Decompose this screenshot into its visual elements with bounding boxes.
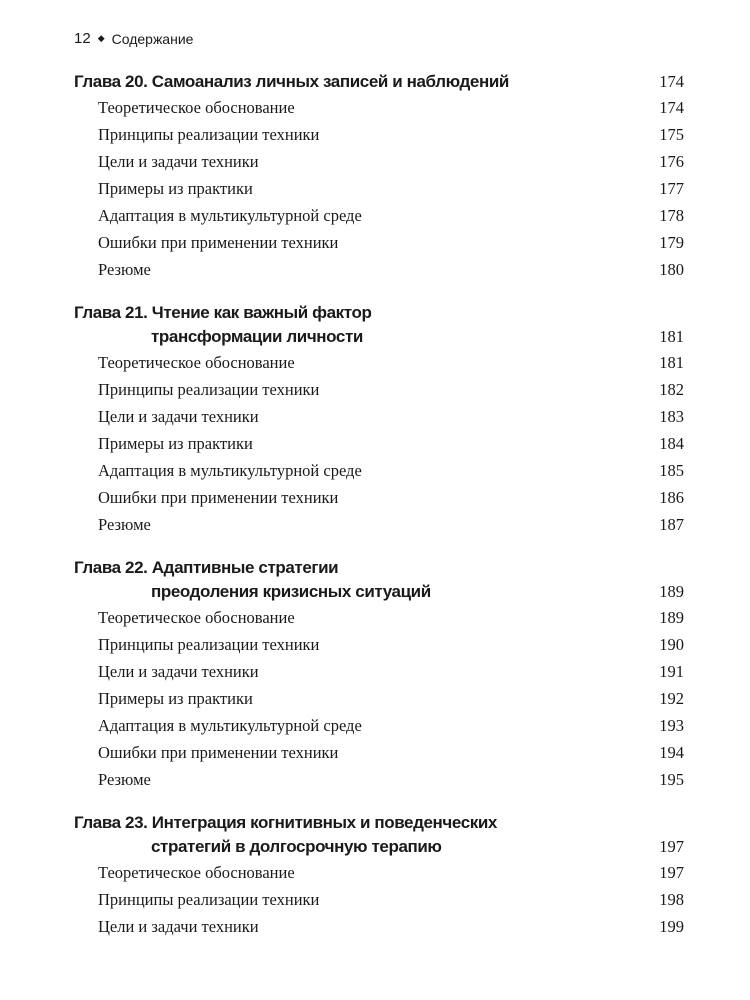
toc-section-entry: [74, 349, 684, 376]
chapter-title: преодоления кризисных ситуаций: [151, 582, 431, 601]
section-title: Цели и задачи техники: [98, 152, 259, 171]
chapter-title-line: [74, 70, 684, 94]
section-title: Цели и задачи техники: [98, 662, 259, 681]
section-page-number: 177: [659, 179, 684, 198]
toc-section-entry: [74, 685, 684, 712]
toc-section-entry: [74, 712, 684, 739]
chapter-title: Глава 23. Интеграция когнитивных и поведенческих: [74, 813, 497, 832]
toc-section-entry: [74, 430, 684, 457]
section-page-number: 182: [659, 380, 684, 399]
section-page-number: 183: [659, 407, 684, 426]
section-page-number: 198: [659, 890, 684, 909]
chapter-title-line: [74, 811, 684, 835]
section-title: Примеры из практики: [98, 179, 253, 198]
chapter-title: Глава 20. Самоанализ личных записей и наблюдений: [74, 72, 509, 91]
chapter-title-line: [74, 556, 684, 580]
toc-chapter: [74, 556, 684, 793]
section-title: Теоретическое обоснование: [98, 353, 295, 372]
section-page-number: 176: [659, 152, 684, 171]
toc-section-entry: [74, 886, 684, 913]
running-head: [74, 30, 193, 47]
toc-section-entry: [74, 604, 684, 631]
table-of-contents: [74, 70, 684, 940]
toc-section-entry: [74, 457, 684, 484]
toc-section-entry: [74, 256, 684, 283]
toc-section-entry: [74, 376, 684, 403]
section-title: Теоретическое обоснование: [98, 98, 295, 117]
section-page-number: 175: [659, 125, 684, 144]
chapter-page-number: 181: [659, 327, 684, 346]
chapter-title: Глава 22. Адаптивные стратегии: [74, 558, 339, 577]
chapter-title-line: [74, 835, 684, 859]
toc-chapter: [74, 70, 684, 283]
section-title: Ошибки при применении техники: [98, 743, 339, 762]
toc-section-entry: [74, 229, 684, 256]
toc-chapter: [74, 301, 684, 538]
toc-section-entry: [74, 739, 684, 766]
section-title: Резюме: [98, 770, 151, 789]
section-page-number: 186: [659, 488, 684, 507]
section-page-number: 179: [659, 233, 684, 252]
section-title: Цели и задачи техники: [98, 407, 259, 426]
page-number: 12: [74, 30, 91, 47]
toc-section-entry: [74, 913, 684, 940]
section-title: Принципы реализации техники: [98, 380, 320, 399]
section-title: Адаптация в мультикультурной среде: [98, 206, 362, 225]
section-title: Цели и задачи техники: [98, 917, 259, 936]
chapter-title: стратегий в долгосрочную терапию: [151, 837, 442, 856]
section-title: Теоретическое обоснование: [98, 608, 295, 627]
toc-section-entry: [74, 148, 684, 175]
section-title: Ошибки при применении техники: [98, 488, 339, 507]
diamond-separator-icon: ◆: [97, 33, 105, 43]
toc-section-entry: [74, 121, 684, 148]
section-title: Адаптация в мультикультурной среде: [98, 461, 362, 480]
chapter-page-number: 174: [659, 72, 684, 91]
toc-chapter: [74, 811, 684, 940]
section-page-number: 192: [659, 689, 684, 708]
section-title: Принципы реализации техники: [98, 890, 320, 909]
chapter-page-number: 197: [659, 837, 684, 856]
chapter-title: трансформации личности: [151, 327, 363, 346]
section-title: Теоретическое обоснование: [98, 863, 295, 882]
section-page-number: 194: [659, 743, 684, 762]
running-head-section: Содержание: [111, 30, 194, 47]
toc-section-entry: [74, 484, 684, 511]
chapter-title-line: [74, 325, 684, 349]
section-page-number: 190: [659, 635, 684, 654]
section-title: Принципы реализации техники: [98, 125, 320, 144]
chapter-title: Глава 21. Чтение как важный фактор: [74, 303, 372, 322]
toc-section-entry: [74, 202, 684, 229]
section-page-number: 184: [659, 434, 684, 453]
section-page-number: 197: [659, 863, 684, 882]
section-page-number: 193: [659, 716, 684, 735]
section-title: Адаптация в мультикультурной среде: [98, 716, 362, 735]
toc-section-entry: [74, 859, 684, 886]
section-title: Принципы реализации техники: [98, 635, 320, 654]
chapter-title-line: [74, 580, 684, 604]
section-title: Ошибки при применении техники: [98, 233, 339, 252]
section-page-number: 195: [659, 770, 684, 789]
section-title: Примеры из практики: [98, 689, 253, 708]
section-page-number: 187: [659, 515, 684, 534]
toc-section-entry: [74, 94, 684, 121]
toc-section-entry: [74, 511, 684, 538]
toc-section-entry: [74, 175, 684, 202]
chapter-page-number: 189: [659, 582, 684, 601]
toc-section-entry: [74, 658, 684, 685]
section-page-number: 180: [659, 260, 684, 279]
section-page-number: 191: [659, 662, 684, 681]
section-page-number: 174: [659, 98, 684, 117]
toc-section-entry: [74, 631, 684, 658]
section-page-number: 178: [659, 206, 684, 225]
section-page-number: 185: [659, 461, 684, 480]
section-page-number: 189: [659, 608, 684, 627]
section-page-number: 199: [659, 917, 684, 936]
toc-section-entry: [74, 403, 684, 430]
toc-section-entry: [74, 766, 684, 793]
section-title: Резюме: [98, 260, 151, 279]
section-title: Примеры из практики: [98, 434, 253, 453]
chapter-title-line: [74, 301, 684, 325]
section-page-number: 181: [659, 353, 684, 372]
section-title: Резюме: [98, 515, 151, 534]
